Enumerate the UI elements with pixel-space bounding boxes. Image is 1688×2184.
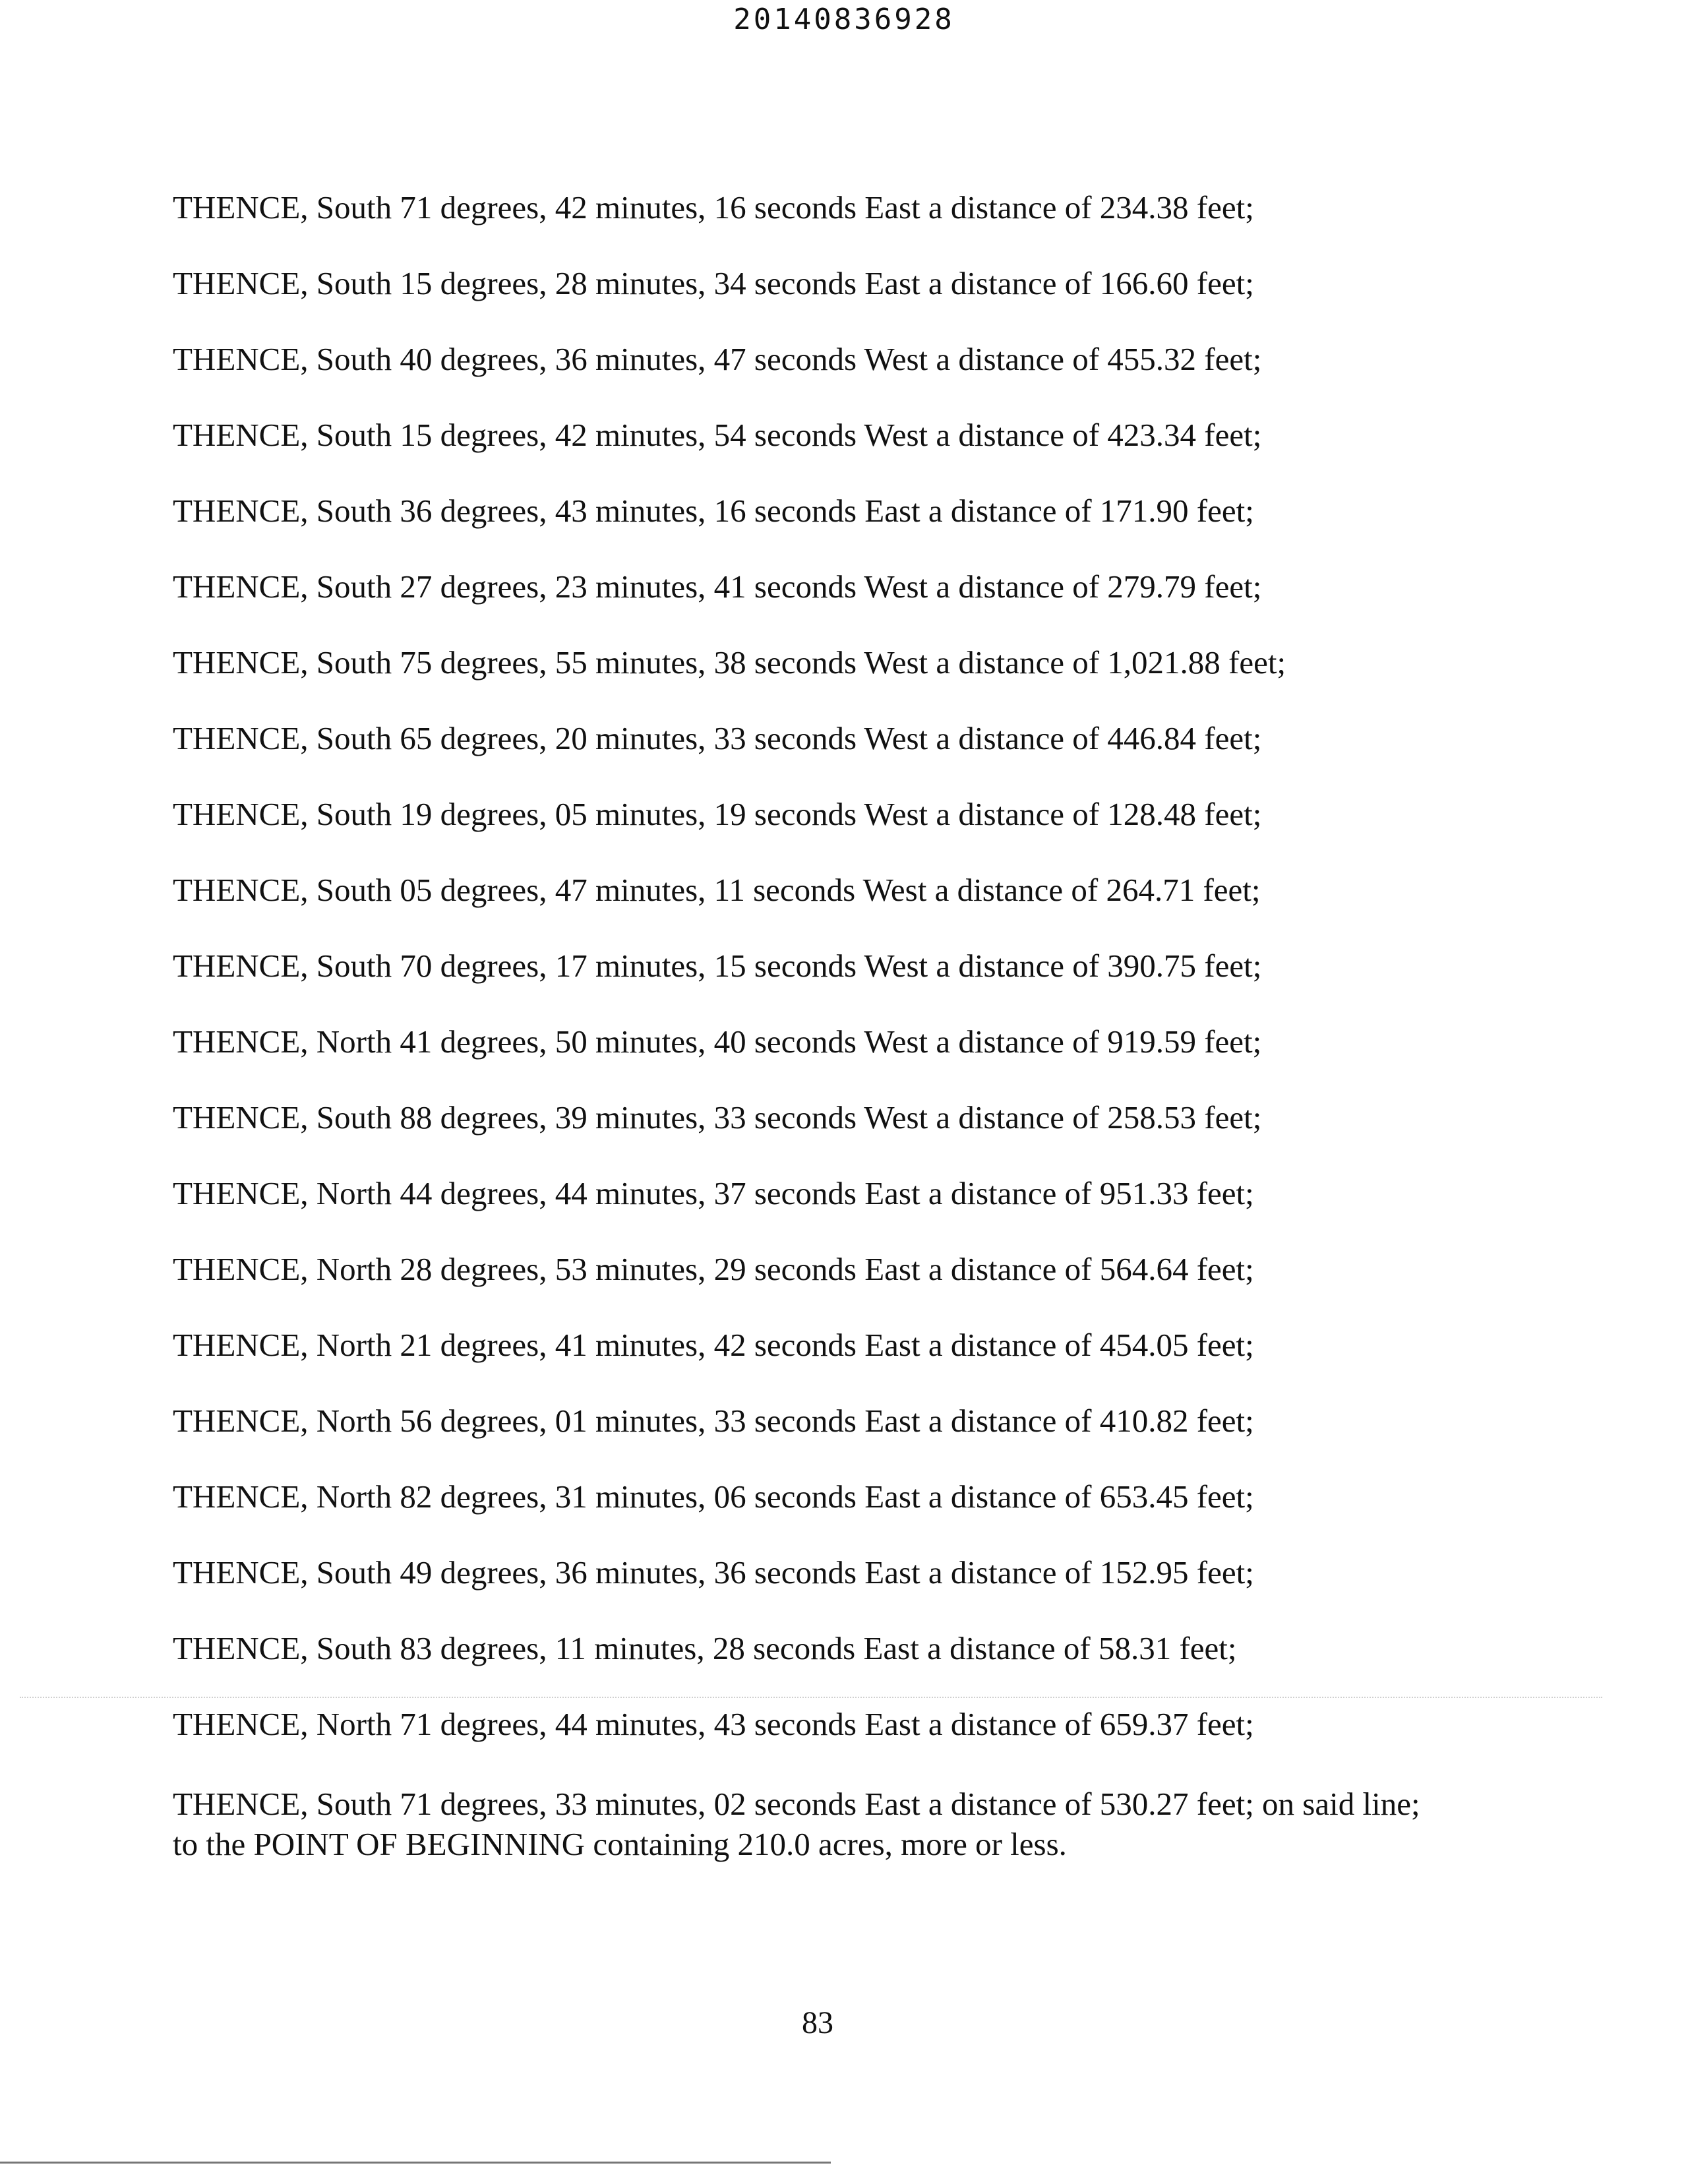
call-line: THENCE, South 40 degrees, 36 minutes, 47 seconds West a distance of 455.32 feet; xyxy=(173,341,1262,377)
call-line: THENCE, South 70 degrees, 17 minutes, 15 seconds West a distance of 390.75 feet; xyxy=(173,948,1262,984)
call-line: THENCE, South 88 degrees, 39 minutes, 33 seconds West a distance of 258.53 feet; xyxy=(173,1099,1262,1136)
call-line: THENCE, North 41 degrees, 50 minutes, 40 seconds West a distance of 919.59 feet; xyxy=(173,1023,1262,1060)
bottom-rule xyxy=(0,2162,831,2164)
page-number: 83 xyxy=(802,2005,833,2040)
call-line: THENCE, North 82 degrees, 31 minutes, 06 seconds East a distance of 653.45 feet; xyxy=(173,1478,1254,1515)
call-line: THENCE, South 36 degrees, 43 minutes, 16 seconds East a distance of 171.90 feet; xyxy=(173,493,1254,529)
call-line: THENCE, South 15 degrees, 28 minutes, 34 seconds East a distance of 166.60 feet; xyxy=(173,265,1254,301)
call-line: THENCE, South 65 degrees, 20 minutes, 33 seconds West a distance of 446.84 feet; xyxy=(173,720,1262,756)
call-line: THENCE, North 56 degrees, 01 minutes, 33 seconds East a distance of 410.82 feet; xyxy=(173,1403,1254,1439)
call-line: THENCE, South 05 degrees, 47 minutes, 11 seconds West a distance of 264.71 feet; xyxy=(173,872,1261,908)
call-line: THENCE, South 75 degrees, 55 minutes, 38 seconds West a distance of 1,021.88 feet; xyxy=(173,644,1286,681)
final-call-paragraph xyxy=(173,1784,1557,1864)
call-line: THENCE, North 71 degrees, 44 minutes, 43 seconds East a distance of 659.37 feet; xyxy=(173,1706,1254,1742)
call-line: THENCE, South 19 degrees, 05 minutes, 19 seconds West a distance of 128.48 feet; xyxy=(173,796,1262,832)
call-line: THENCE, North 21 degrees, 41 minutes, 42 seconds East a distance of 454.05 feet; xyxy=(173,1327,1254,1363)
call-line: THENCE, North 28 degrees, 53 minutes, 29 seconds East a distance of 564.64 feet; xyxy=(173,1251,1254,1287)
call-line: THENCE, South 83 degrees, 11 minutes, 28 seconds East a distance of 58.31 feet; xyxy=(173,1630,1237,1666)
call-line: THENCE, South 15 degrees, 42 minutes, 54 seconds West a distance of 423.34 feet; xyxy=(173,417,1262,453)
metes-and-bounds-calls xyxy=(173,191,1557,1864)
call-line: THENCE, South 27 degrees, 23 minutes, 41 seconds West a distance of 279.79 feet; xyxy=(173,568,1262,605)
call-line: THENCE, North 44 degrees, 44 minutes, 37 seconds East a distance of 951.33 feet; xyxy=(173,1175,1254,1211)
document-number: 20140836928 xyxy=(733,3,955,36)
final-call-line-1: THENCE, South 71 degrees, 33 minutes, 02 seconds East a distance of 530.27 feet; on said line; xyxy=(173,1786,1420,1822)
call-line: THENCE, South 71 degrees, 42 minutes, 16 seconds East a distance of 234.38 feet; xyxy=(173,189,1254,226)
scan-artifact-line xyxy=(20,1697,1602,1698)
final-call-line-2: to the POINT OF BEGINNING containing 210.0 acres, more or less. xyxy=(173,1826,1067,1862)
call-line: THENCE, South 49 degrees, 36 minutes, 36 seconds East a distance of 152.95 feet; xyxy=(173,1554,1254,1591)
